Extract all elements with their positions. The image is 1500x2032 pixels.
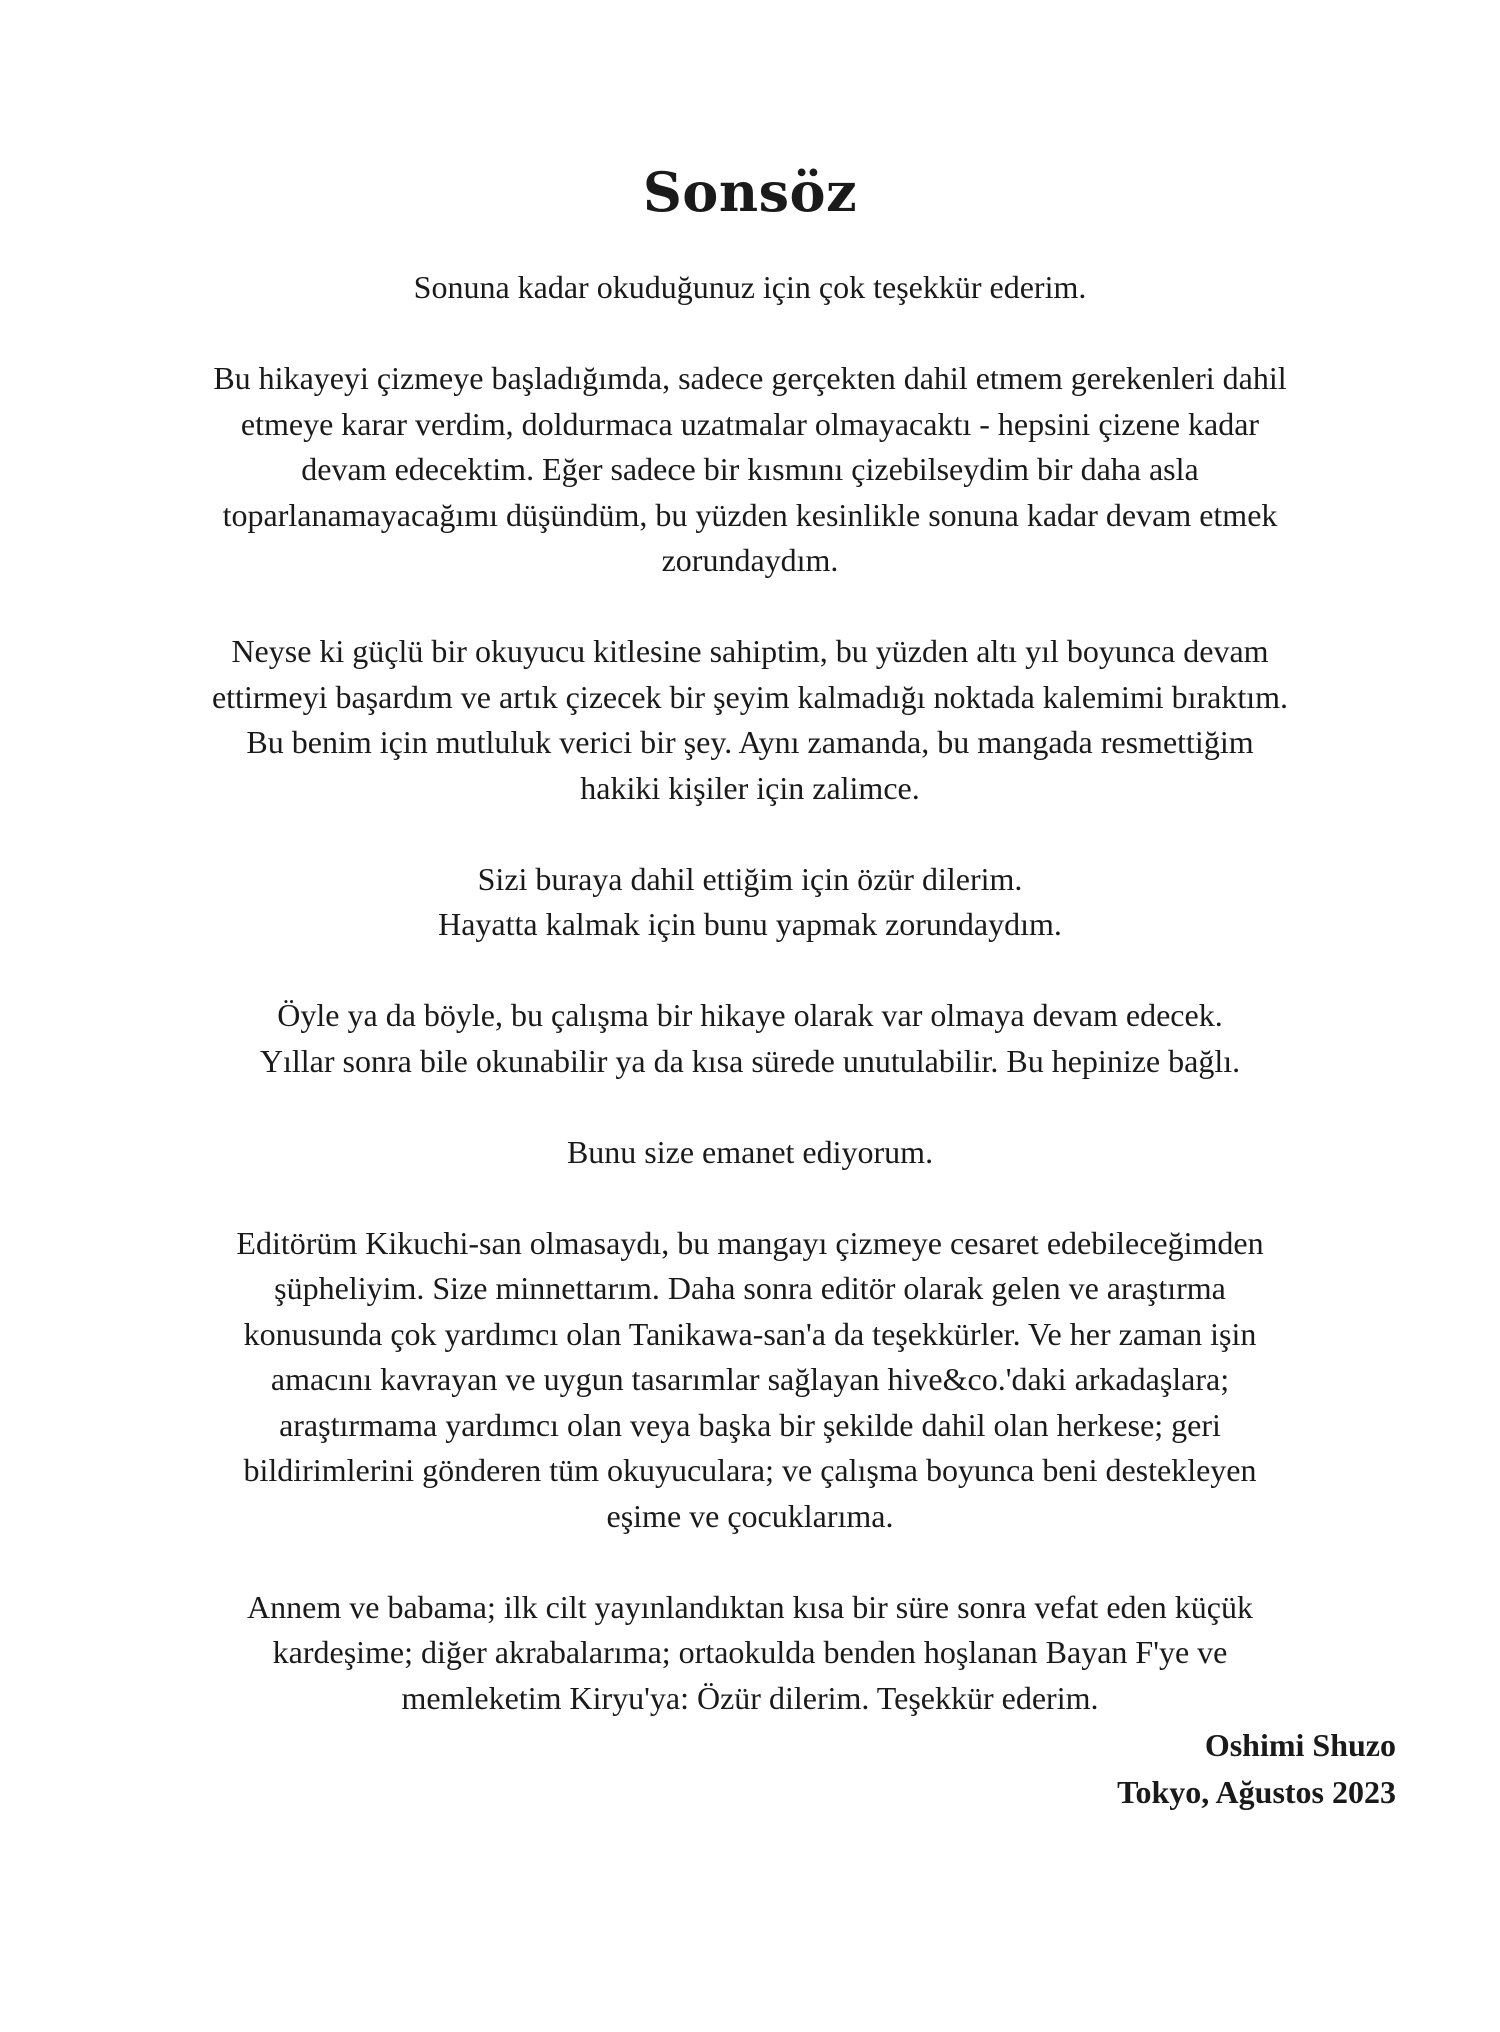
text-line: devam edecektim. Eğer sadece bir kısmını çizebilseydim bir daha asla [301,451,1199,487]
text-line: Bu hikayeyi çizmeye başladığımda, sadece gerçekten dahil etmem gerekenleri dahil [213,360,1287,396]
paragraph [90,1130,1410,1176]
text-line: bildirimlerini gönderen tüm okuyuculara; ve çalışma boyunca beni destekleyen [243,1452,1257,1488]
text-line: amacını kavrayan ve uygun tasarımlar sağlayan hive&co.'daki arkadaşlara; [270,1361,1230,1397]
text-line: etmeye karar verdim, doldurmaca uzatmalar olmayacaktı - hepsini çizene kadar [240,405,1260,442]
text-line: Yıllar sonra bile okunabilir ya da kısa sürede unutulabilir. Bu hepinize bağlı. [259,1042,1241,1079]
paragraph [90,857,1410,948]
text-line: Sonuna kadar okuduğunuz için çok teşekkür ederim. [413,269,1087,305]
text-line: hakiki kişiler için zalimce. [580,769,920,806]
text-line: şüpheliyim. Size minnettarım. Daha sonra editör olarak gelen ve araştırma [274,1270,1226,1306]
text-line: Hayatta kalmak için bunu yapmak zorundaydım. [438,906,1062,942]
text-line: Editörüm Kikuchi-san olmasaydı, bu mangayı çizmeye cesaret edebileceğimden [236,1224,1264,1261]
text-line: Sizi buraya dahil ettiğim için özür dilerim. [477,860,1023,897]
text-line: toparlanamayacağımı düşündüm, bu yüzden kesinlikle sonuna kadar devam etmek [222,496,1278,533]
text-line: eşime ve çocuklarıma. [606,1497,894,1534]
paragraph [90,1585,1410,1722]
text-line: Neyse ki güçlü bir okuyucu kitlesine sahiptim, bu yüzden altı yıl boyunca devam [231,633,1269,669]
paragraph [90,1221,1410,1540]
text-line: Bunu size emanet ediyorum. [566,1133,934,1170]
text-line: memleketim Kiryu'ya: Özür dilerim. Teşekkür ederim. [401,1679,1099,1716]
paragraph [90,629,1410,811]
paragraph [90,356,1410,584]
text-line: Annem ve babama; ilk cilt yayınlandıktan kısa bir süre sonra vefat eden küçük [247,1588,1253,1625]
page-title: Sonsöz [642,160,858,224]
paragraph [90,265,1410,311]
signature-block [1117,1722,1396,1816]
afterword-body [90,265,1410,1721]
text-line: ettirmeyi başardım ve artık çizecek bir şeyim kalmadığı noktada kalemimi bıraktım. [211,678,1289,715]
text-line: zorundaydım. [661,542,839,578]
text-line: araştırmama yardımcı olan veya başka bir şekilde dahil olan herkese; geri [279,1406,1221,1443]
text-line: kardeşime; diğer akrabalarıma; ortaokulda benden hoşlanan Bayan F'ye ve [272,1634,1228,1670]
text-line: Öyle ya da böyle, bu çalışma bir hikaye olarak var olmaya devam edecek. [277,997,1223,1033]
text-line: konusunda çok yardımcı olan Tanikawa-san'a da teşekkürler. Ve her zaman işin [243,1315,1257,1352]
text-line: Bu benim için mutluluk verici bir şey. Aynı zamanda, bu mangada resmettiğim [246,724,1254,760]
paragraph [90,993,1410,1084]
place-date: Tokyo, Ağustos 2023 [1117,1774,1396,1810]
author-name: Oshimi Shuzo [1204,1727,1396,1763]
